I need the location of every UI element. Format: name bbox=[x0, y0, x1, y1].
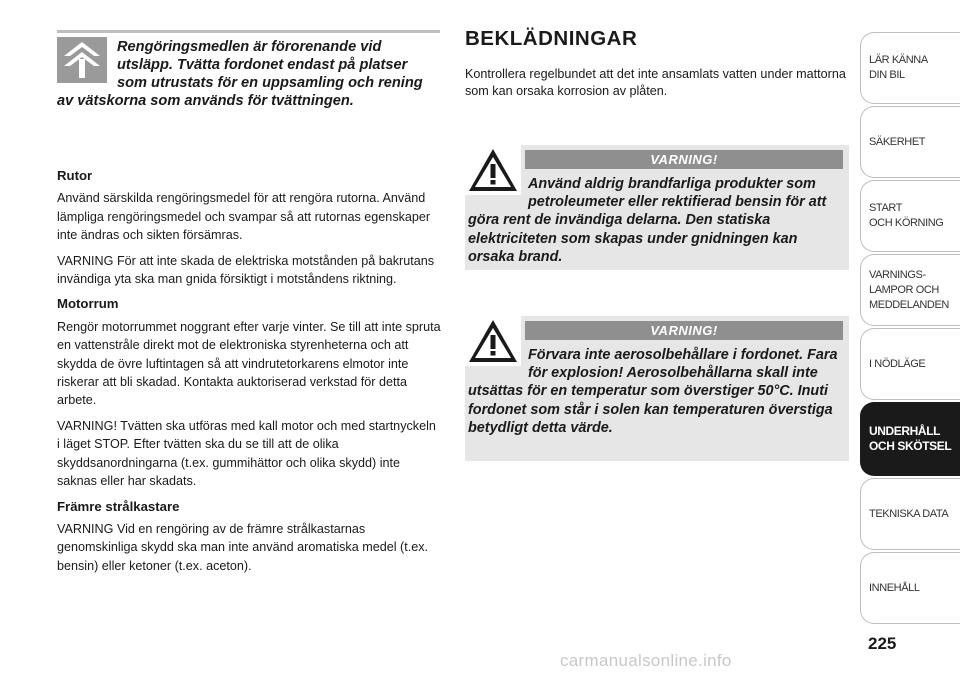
warning-box-1 bbox=[465, 145, 849, 270]
tab-lar-kanna-din-bil[interactable]: LÄR KÄNNA DIN BIL bbox=[860, 32, 960, 104]
watermark: carmanualsonline.info bbox=[560, 651, 732, 670]
warning-text-1: Använd aldrig brandfarliga produkter som petroleumeter eller rektifierad bensin för att göra rent de invändiga delarna. Den statiska elektriciteten som skapas under gnidningen kan orsaka brand. bbox=[468, 176, 827, 265]
warning-heading-2: VARNING! bbox=[525, 321, 843, 340]
rutor-paragraph-2: VARNING För att inte skada de elektriska motstånden på bakrutans invändiga yta ska man gnida försiktigt i motståndens riktning. bbox=[57, 253, 435, 287]
environment-note bbox=[57, 30, 440, 148]
tab-i-nodlage[interactable]: I NÖDLÄGE bbox=[860, 328, 960, 400]
tab-sakerhet[interactable]: SÄKERHET bbox=[860, 106, 960, 178]
motorrum-heading: Motorrum bbox=[57, 296, 119, 312]
headlights-heading: Främre strålkastare bbox=[57, 498, 180, 514]
section-title: BEKLÄDNINGAR bbox=[465, 27, 638, 50]
page-number: 225 bbox=[868, 634, 897, 653]
section-intro: Kontrollera regelbundet att det inte ansamlats vatten under mattorna som kan orsaka korrosion av plåten. bbox=[465, 67, 846, 98]
headlights-paragraph-1: VARNING Vid en rengöring av de främre strålkastarnas genomskinliga skydd ska man inte använd aromatiska medel (t.ex. bensin) eller ketoner (t.ex. aceton). bbox=[57, 521, 428, 573]
warning-box-2 bbox=[465, 316, 849, 461]
tab-varningslampor[interactable]: VARNINGS- LAMPOR OCH MEDDELANDEN bbox=[860, 254, 960, 326]
rutor-heading: Rutor bbox=[57, 168, 93, 183]
left-column bbox=[57, 167, 442, 582]
rutor-paragraph-1: Använd särskilda rengöringsmedel för att rengöra rutorna. Använd lämpliga rengöringsmedel och svampar så att rutornas egenskaper inte ändras och sikten försämras. bbox=[57, 191, 431, 243]
tab-tekniska-data[interactable]: TEKNISKA DATA bbox=[860, 478, 960, 550]
motorrum-paragraph-1: Rengör motorrummet noggrant efter varje vinter. Se till att inte spruta en vattenstråle direkt mot de elektroniska styrenheterna och att skydda de övre luftintagen så att vindrutetorkarens elmotor inte riskerar att bli skadad. Kontakta auktoriserad verkstad för detta arbete. bbox=[57, 319, 441, 408]
warning-heading-1: VARNING! bbox=[525, 150, 843, 169]
tab-innehall[interactable]: INNEHÅLL bbox=[860, 552, 960, 624]
motorrum-paragraph-2: VARNING! Tvätten ska utföras med kall motor och med startnyckeln i läget STOP. Efter tvätten ska du se till att de olika skyddsanordningarna (t.ex. gummihättor och olika skydd) inte saknas eller har skadats. bbox=[57, 418, 436, 489]
tab-start-och-korning[interactable]: START OCH KÖRNING bbox=[860, 180, 960, 252]
environment-note-rule bbox=[57, 30, 440, 33]
warning-text-2: Förvara inte aerosolbehållare i fordonet. Fara för explosion! Aerosolbehållarna skall inte utsättas för en temperatur som överstiger 50°C. Inuti fordonet som står i solen kan temperaturen överstiga betydligt detta värde. bbox=[468, 347, 838, 436]
environment-note-text: Rengöringsmedlen är förorenande vid utsläpp. Tvätta fordonet endast på platser som utrustats för en uppsamling och rening av vätskorna som används för tvättningen. bbox=[57, 39, 423, 109]
tab-underhall-och-skotsel[interactable]: UNDERHÅLL OCH SKÖTSEL bbox=[860, 402, 960, 476]
